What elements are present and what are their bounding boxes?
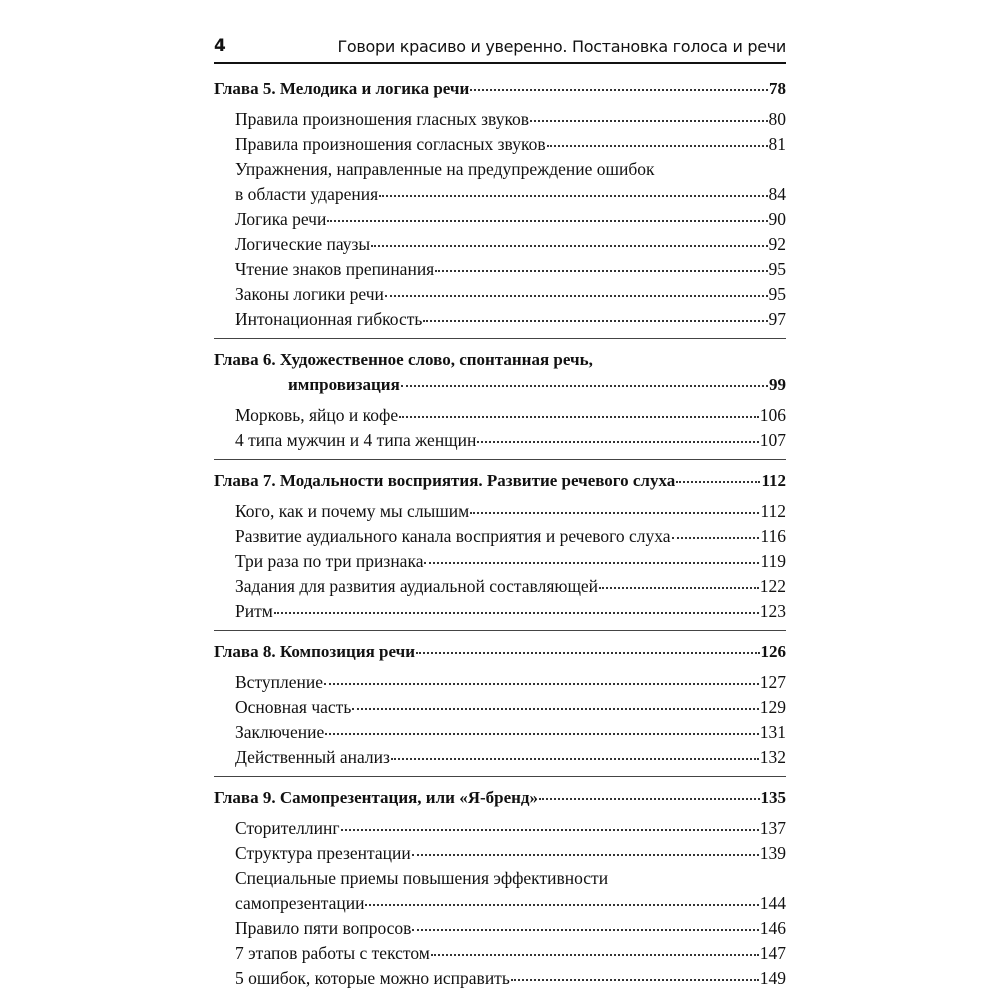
dot-leader bbox=[391, 756, 759, 760]
chapter-title-line1: Глава 6. Художественное слово, спонтанная речь, bbox=[214, 350, 593, 369]
dot-leader bbox=[676, 479, 760, 483]
entry-title: Заключение bbox=[235, 722, 325, 742]
entry-title-line1: Специальные приемы повышения эффективности bbox=[235, 868, 609, 888]
entry-page: 137 bbox=[759, 818, 786, 838]
entry-page: 139 bbox=[759, 843, 786, 863]
dot-leader bbox=[401, 383, 768, 387]
dot-leader bbox=[599, 585, 759, 589]
entry-page: 127 bbox=[759, 672, 786, 692]
entry-page: 81 bbox=[768, 134, 786, 154]
entry-title-line1: Упражнения, направленные на предупреждение ошибок bbox=[235, 159, 655, 179]
chapter-7 bbox=[214, 459, 786, 630]
toc-entry[interactable] bbox=[235, 549, 786, 574]
chapter-page: 112 bbox=[761, 471, 786, 490]
toc-entry[interactable] bbox=[235, 524, 786, 549]
entry-title: Вступление bbox=[235, 672, 323, 692]
dot-leader bbox=[365, 902, 758, 906]
dot-leader bbox=[530, 118, 767, 122]
toc-entry[interactable] bbox=[235, 745, 786, 770]
entry-page: 122 bbox=[759, 576, 786, 596]
toc-entry[interactable] bbox=[235, 966, 786, 991]
chapter-title: Глава 9. Самопрезентация, или «Я-бренд» bbox=[214, 788, 539, 807]
entry-title: Основная часть bbox=[235, 697, 352, 717]
dot-leader bbox=[431, 952, 759, 956]
dot-leader bbox=[435, 268, 767, 272]
section-list bbox=[214, 107, 786, 332]
toc-entry[interactable] bbox=[235, 107, 786, 132]
toc-entry[interactable] bbox=[235, 232, 786, 257]
chapter-5 bbox=[214, 76, 786, 338]
chapter-page: 126 bbox=[760, 642, 786, 661]
entry-title: Сторителлинг bbox=[235, 818, 340, 838]
entry-page: 144 bbox=[759, 893, 786, 913]
dot-leader bbox=[511, 977, 759, 981]
entry-title: Правила произношения гласных звуков bbox=[235, 109, 530, 129]
toc-entry[interactable] bbox=[235, 941, 786, 966]
chapter-title: Глава 8. Композиция речи bbox=[214, 642, 416, 661]
book-page bbox=[214, 36, 786, 997]
chapter-heading[interactable] bbox=[214, 468, 786, 493]
dot-leader bbox=[470, 510, 759, 514]
dot-leader bbox=[341, 827, 759, 831]
chapter-title: Глава 7. Модальности восприятия. Развитие речевого слуха bbox=[214, 471, 676, 490]
toc-entry[interactable] bbox=[235, 816, 786, 841]
toc-entry[interactable] bbox=[235, 403, 786, 428]
chapter-6 bbox=[214, 338, 786, 459]
toc-entry[interactable] bbox=[235, 282, 786, 307]
entry-page: 106 bbox=[759, 405, 786, 425]
chapter-heading[interactable] bbox=[214, 785, 786, 810]
chapter-title: импровизация bbox=[288, 375, 400, 394]
entry-page: 147 bbox=[759, 943, 786, 963]
dot-leader bbox=[371, 243, 767, 247]
entry-title: Ритм bbox=[235, 601, 273, 621]
dot-leader bbox=[412, 927, 758, 931]
toc-entry-multiline[interactable] bbox=[235, 866, 786, 916]
entry-title: Логика речи bbox=[235, 209, 327, 229]
table-of-contents bbox=[214, 76, 786, 997]
dot-leader bbox=[470, 87, 768, 91]
section-list bbox=[214, 403, 786, 453]
dot-leader bbox=[477, 439, 758, 443]
entry-page: 123 bbox=[759, 601, 786, 621]
dot-leader bbox=[412, 852, 759, 856]
section-list bbox=[214, 816, 786, 991]
toc-entry[interactable] bbox=[235, 599, 786, 624]
entry-page: 119 bbox=[760, 551, 786, 571]
toc-entry[interactable] bbox=[235, 841, 786, 866]
dot-leader bbox=[539, 796, 759, 800]
toc-entry[interactable] bbox=[235, 132, 786, 157]
dot-leader bbox=[424, 560, 759, 564]
entry-page: 131 bbox=[759, 722, 786, 742]
entry-page: 149 bbox=[759, 968, 786, 988]
entry-title: 7 этапов работы с текстом bbox=[235, 943, 430, 963]
entry-page: 90 bbox=[768, 209, 786, 229]
entry-title: самопрезентации bbox=[235, 893, 365, 913]
toc-entry[interactable] bbox=[235, 307, 786, 332]
entry-page: 132 bbox=[759, 747, 786, 767]
entry-title: Логические паузы bbox=[235, 234, 371, 254]
running-header bbox=[214, 36, 786, 64]
dot-leader bbox=[325, 731, 759, 735]
entry-title: Правило пяти вопросов bbox=[235, 918, 412, 938]
entry-page: 116 bbox=[760, 526, 786, 546]
entry-page: 80 bbox=[768, 109, 786, 129]
dot-leader bbox=[423, 318, 767, 322]
entry-title: Задания для развития аудиальной составляющей bbox=[235, 576, 599, 596]
page-number: 4 bbox=[214, 36, 226, 56]
entry-page: 129 bbox=[759, 697, 786, 717]
dot-leader bbox=[672, 535, 760, 539]
chapter-8 bbox=[214, 630, 786, 776]
section-list bbox=[214, 670, 786, 770]
chapter-page: 78 bbox=[769, 79, 786, 98]
toc-entry[interactable] bbox=[235, 916, 786, 941]
section-list bbox=[214, 499, 786, 624]
chapter-title: Глава 5. Мелодика и логика речи bbox=[214, 79, 470, 98]
chapter-heading[interactable] bbox=[214, 347, 786, 397]
toc-entry[interactable] bbox=[235, 428, 786, 453]
toc-entry[interactable] bbox=[235, 720, 786, 745]
entry-title: Структура презентации bbox=[235, 843, 411, 863]
entry-page: 92 bbox=[768, 234, 786, 254]
chapter-9 bbox=[214, 776, 786, 997]
entry-page: 95 bbox=[768, 259, 786, 279]
entry-title: Интонационная гибкость bbox=[235, 309, 423, 329]
entry-page: 112 bbox=[760, 501, 786, 521]
entry-title: Действенный анализ bbox=[235, 747, 390, 767]
toc-entry[interactable] bbox=[235, 257, 786, 282]
toc-entry[interactable] bbox=[235, 207, 786, 232]
entry-title: Развитие аудиального канала восприятия и речевого слуха bbox=[235, 526, 671, 546]
dot-leader bbox=[385, 293, 768, 297]
dot-leader bbox=[352, 706, 758, 710]
entry-title: Чтение знаков препинания bbox=[235, 259, 435, 279]
entry-page: 97 bbox=[768, 309, 786, 329]
entry-title: в области ударения bbox=[235, 184, 379, 204]
chapter-heading[interactable] bbox=[214, 639, 786, 664]
entry-title: 5 ошибок, которые можно исправить bbox=[235, 968, 510, 988]
running-title: Говори красиво и уверенно. Постановка голоса и речи bbox=[337, 37, 786, 56]
toc-entry[interactable] bbox=[235, 670, 786, 695]
entry-title: Законы логики речи bbox=[235, 284, 384, 304]
chapter-page: 99 bbox=[769, 375, 786, 394]
dot-leader bbox=[379, 193, 767, 197]
dot-leader bbox=[274, 610, 759, 614]
entry-title: 4 типа мужчин и 4 типа женщин bbox=[235, 430, 477, 450]
dot-leader bbox=[416, 650, 759, 654]
entry-title: Морковь, яйцо и кофе bbox=[235, 405, 399, 425]
entry-title: Три раза по три признака bbox=[235, 551, 424, 571]
chapter-heading[interactable] bbox=[214, 76, 786, 101]
entry-page: 95 bbox=[768, 284, 786, 304]
dot-leader bbox=[547, 143, 768, 147]
toc-entry[interactable] bbox=[235, 499, 786, 524]
entry-title: Кого, как и почему мы слышим bbox=[235, 501, 470, 521]
dot-leader bbox=[324, 681, 759, 685]
dot-leader bbox=[327, 218, 767, 222]
toc-entry[interactable] bbox=[235, 574, 786, 599]
chapter-page: 135 bbox=[760, 788, 786, 807]
dot-leader bbox=[399, 414, 759, 418]
toc-entry[interactable] bbox=[235, 695, 786, 720]
toc-entry-multiline[interactable] bbox=[235, 157, 786, 207]
entry-page: 146 bbox=[759, 918, 786, 938]
entry-page: 107 bbox=[759, 430, 786, 450]
entry-title: Правила произношения согласных звуков bbox=[235, 134, 546, 154]
entry-page: 84 bbox=[768, 184, 786, 204]
